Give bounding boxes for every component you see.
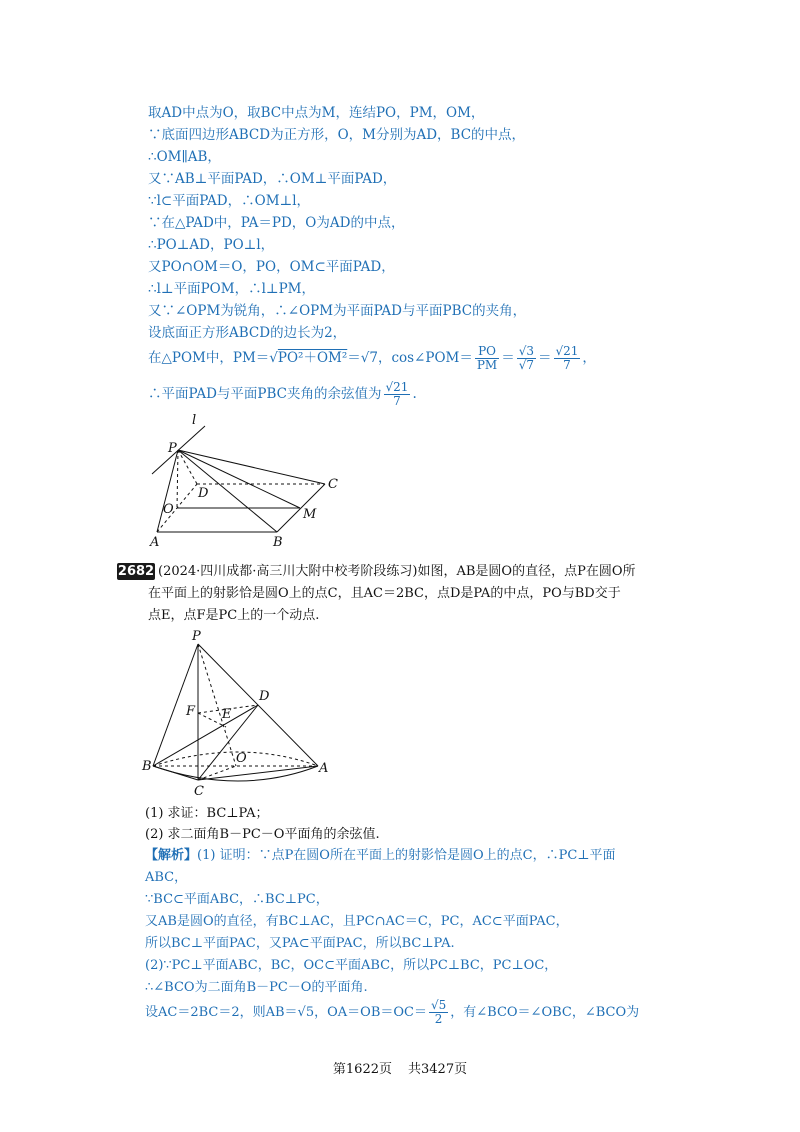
label-C: C (328, 477, 338, 492)
pm-mid: ＝√7，cos∠POM＝ (347, 350, 473, 366)
line-PO-hidden (198, 644, 236, 766)
analysis-line-8: 设AC＝2BC＝2，则AB＝√5，OA＝OB＝OC＝ $\frac{√5}{2}$ ，有∠BCO＝∠OBC，∠BCO为 (145, 998, 640, 1026)
solution-line-6: ∵在△PAD中，PA＝PD，O为AD的中点， (148, 215, 405, 231)
label-A: A (150, 535, 160, 550)
edge-BC (153, 766, 198, 780)
page-number: 第1622页 (332, 1062, 392, 1077)
solution-line-3: ∴OM∥AB， (148, 149, 221, 165)
question-line-3: 点E，点F是PC上的一个动点. (148, 608, 320, 623)
label-M: M (303, 507, 317, 522)
analysis-line-7: ∴∠BCO为二面角B－PC－O的平面角. (145, 980, 368, 995)
edge-PB (178, 450, 277, 532)
solution-line-7: ∴PO⊥AD，PO⊥l， (148, 237, 275, 253)
solution-line-2: ∵底面四边形ABCD为正方形，O，M分别为AD，BC的中点， (148, 127, 526, 143)
label-P: P (168, 441, 177, 456)
edge-PA (157, 450, 178, 532)
solution-line-5: ∵l⊂平面PAD，∴OM⊥l， (148, 193, 311, 209)
analysis-tag: 【解析】 (145, 848, 198, 863)
label-E: E (222, 707, 232, 722)
question-number-badge: 2682 (117, 564, 155, 579)
solution-line-10: 又∵∠OPM为锐角，∴∠OPM为平面PAD与平面PBC的夹角， (148, 303, 527, 319)
analysis-line-2: ABC， (145, 870, 188, 885)
solution-line-11: 设底面正方形ABCD的边长为2， (148, 325, 347, 341)
analysis-line-1: 【解析】(1) 证明：∵点P在圆O所在平面上的射影恰是圆O上的点C，∴PC⊥平面 (145, 848, 616, 863)
page-footer (0, 1058, 800, 1077)
solution-line-1: 取AD中点为O，取BC中点为M，连结PO，PM，OM， (148, 105, 485, 121)
solution-line-13: ∴平面PAD与平面PBC夹角的余弦值为 $\frac{√21}{7}$ . (148, 380, 417, 408)
label-B: B (142, 759, 152, 774)
solution-line-9: ∴l⊥平面POM，∴l⊥PM， (148, 281, 315, 297)
fraction-sqrt21-7: $\frac{√21}{7}$ (555, 344, 579, 372)
label-F: F (186, 704, 196, 719)
label-A: A (319, 761, 329, 776)
edge-PC (178, 450, 325, 484)
question-line-1: (2024·四川成都·高三川大附中校考阶段练习)如图，AB是圆O的直径，点P在圆O所 (158, 564, 636, 579)
fraction-sqrt3-sqrt7: $\frac{√3}{√7}$ (518, 344, 534, 372)
line-PO-hidden (177, 450, 178, 508)
solution-line-8: 又PO∩OM＝O，PO，OM⊂平面PAD， (148, 259, 395, 275)
analysis-line-3: ∵BC⊂平面ABC，∴BC⊥PC， (145, 892, 329, 907)
question-line-2: 在平面上的射影恰是圆O上的点C，且AC＝2BC，点D是PA的中点，PO与BD交于 (148, 586, 621, 601)
analysis-line-5: 所以BC⊥平面PAC，又PA⊂平面PAC，所以BC⊥PA. (145, 936, 455, 951)
edge-PD-hidden (178, 450, 197, 484)
label-D: D (259, 689, 270, 704)
label-O: O (163, 502, 174, 517)
label-l: l (192, 413, 197, 428)
part-1: (1) 求证：BC⊥PA； (145, 806, 269, 821)
cone-figure (140, 624, 340, 796)
fraction-answer: $\frac{√21}{7}$ (385, 380, 409, 408)
fraction-sqrt5-2: $\frac{√5}{2}$ (430, 998, 447, 1026)
label-B: B (273, 535, 283, 550)
pyramid-figure (140, 408, 360, 550)
label-D: D (198, 486, 209, 501)
label-C: C (194, 784, 204, 796)
analysis-line-4: 又AB是圆O的直径，有BC⊥AC，且PC∩AC＝C，PC，AC⊂平面PAC， (145, 914, 569, 929)
sqrt-sign: √ (269, 350, 278, 366)
label-O: O (236, 751, 247, 766)
pm-prefix: 在△POM中，PM＝ (148, 350, 270, 366)
page-total: 共3427页 (408, 1062, 468, 1077)
part-2: (2) 求二面角B－PC－O平面角的余弦值. (145, 827, 380, 842)
sqrt-radicand: PO²＋OM² (277, 350, 348, 366)
solution-line-4: 又∵AB⊥平面PAD，∴OM⊥平面PAD， (148, 171, 397, 187)
line-PM (178, 450, 300, 508)
solution-line-12: 在△POM中，PM＝√PO²＋OM²＝√7，cos∠POM＝ $\frac{PO}{PM}$ ＝ $\frac{√3}{√7}$ ＝ $\frac{√21}{7}$ ， (148, 344, 596, 372)
label-P: P (192, 629, 201, 644)
analysis-line-6: (2)∵PC⊥平面ABC，BC，OC⊂平面ABC，所以PC⊥BC，PC⊥OC， (145, 958, 558, 973)
fraction-po-pm: $\frac{PO}{PM}$ (476, 344, 498, 372)
